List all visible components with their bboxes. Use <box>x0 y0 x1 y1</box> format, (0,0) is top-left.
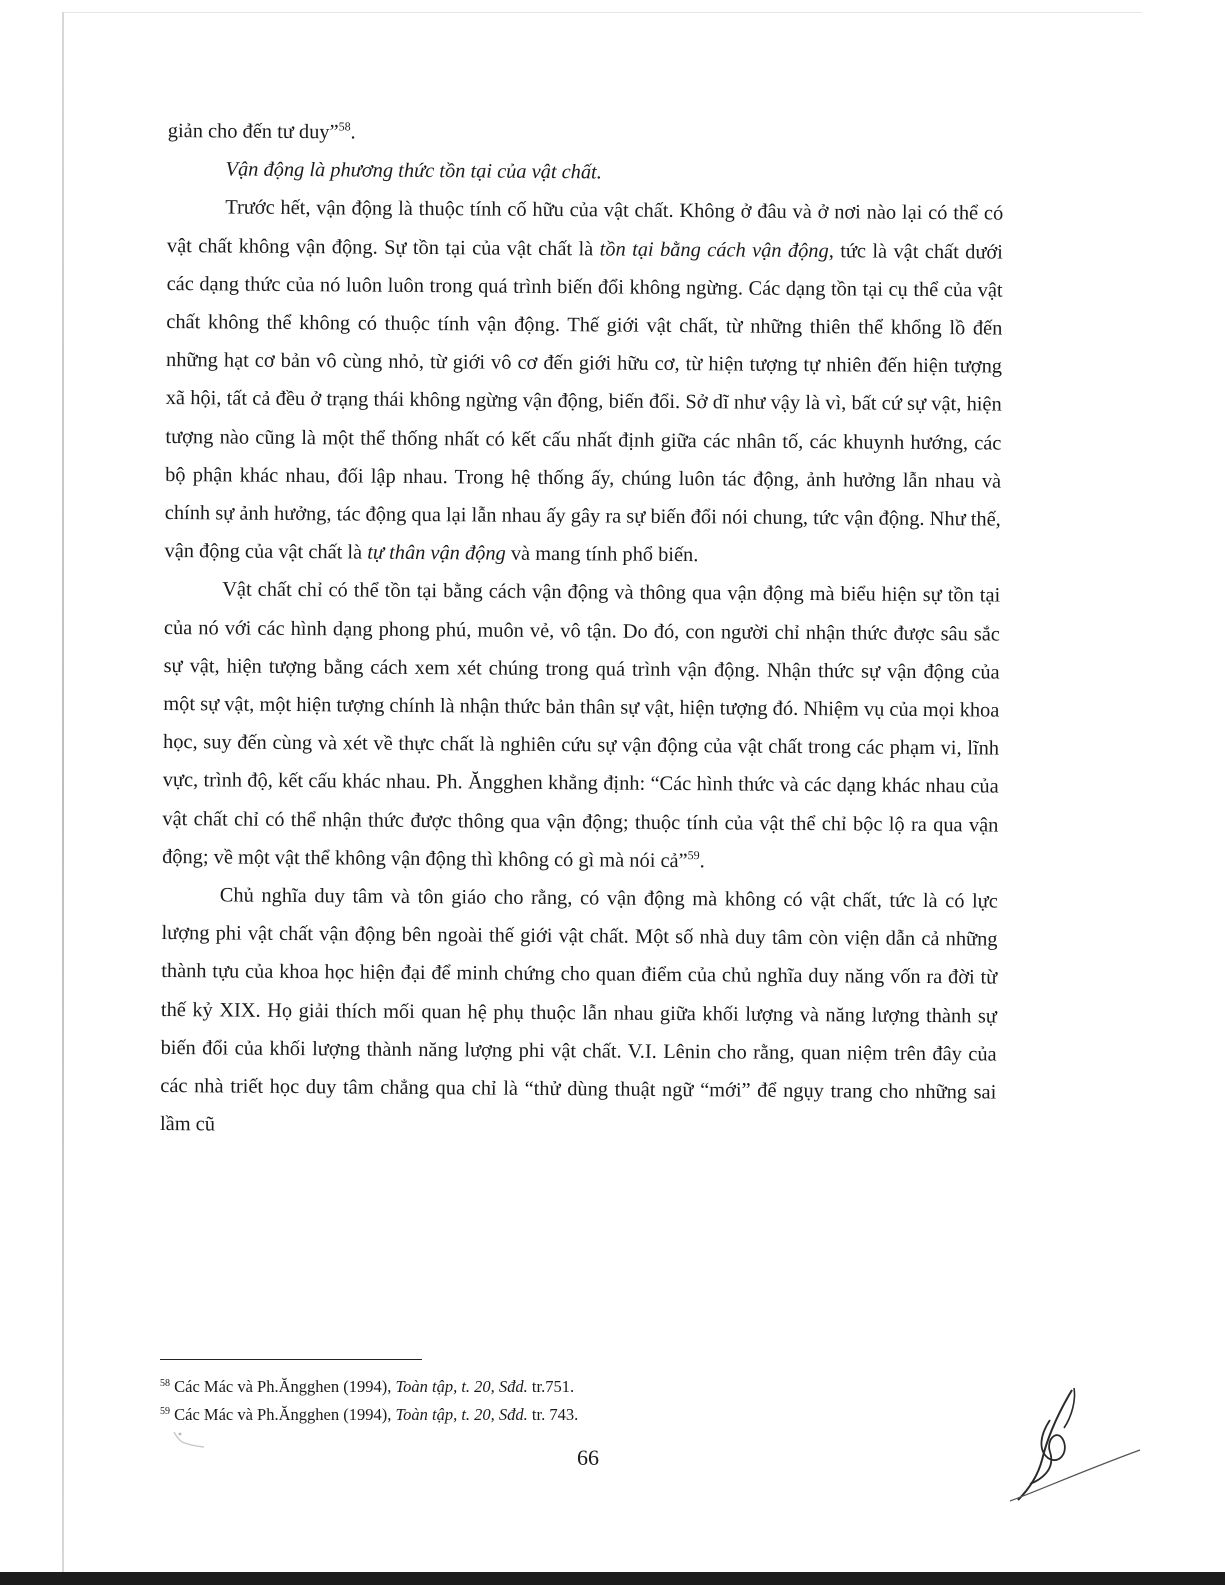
footnote-58 <box>160 1373 860 1401</box>
footnote-separator <box>160 1359 422 1360</box>
footnotes <box>160 1373 860 1429</box>
text-run: Các Mác và Ph.Ăngghen (1994), <box>170 1377 396 1396</box>
paragraph <box>162 570 1000 882</box>
italic-text: Toàn tập, t. 20, Sđd. <box>395 1405 528 1424</box>
page-left-edge <box>62 12 64 1572</box>
italic-text: Vận động là phương thức tồn tại của vật chất. <box>225 158 602 184</box>
scan-smudge <box>170 1428 230 1450</box>
paragraph <box>168 112 1004 157</box>
paragraph <box>164 188 1003 577</box>
footnote-59 <box>160 1401 860 1429</box>
text-run: , tức là vật chất dưới các dạng thức của nó luôn luôn trong quá trình biến đổi không ngừng. Các dạng tồn tại cụ thể của vật chất không thể không có thuộc tính vận động. Thế giới vật chất, từ những thiên thể khổng lồ đến những hạt cơ bản vô cùng nhỏ, từ giới vô cơ đến giới hữu cơ, từ hiện tượng tự nhiên đến hiện tượng xã hội, tất cả đều ở trạng thái không ngừng vận động, biến đổi. Sở dĩ như vậy là vì, bất cứ sự vật, hiện tượng nào cũng là một thể thống nhất có kết cấu nhất định giữa các nhân tố, các khuynh hướng, các bộ phận khác nhau, đối lập nhau. Trong hệ thống ấy, chúng luôn tác động, ảnh hưởng lẫn nhau và chính sự ảnh hưởng, tác động qua lại lẫn nhau ấy gây ra sự biến đổi nói chung, tức vận động. Như thế, vận động của vật chất là <box>164 239 1003 564</box>
italic-text: Toàn tập, t. 20, Sđd. <box>395 1377 528 1396</box>
body-text <box>160 112 1004 1150</box>
footnote-marker: 58 <box>338 119 351 134</box>
scan-bottom-border <box>0 1572 1225 1585</box>
text-run: và mang tính phổ biến. <box>505 542 699 567</box>
page-number: 66 <box>577 1445 599 1470</box>
page-top-edge <box>62 12 1142 13</box>
italic-text: tự thân vận động <box>367 541 506 565</box>
text-run: Trước hết, vận động là thuộc tính cố hữu của vật chất. Không ở đâu và ở nơi nào lại có thể có vật chất không vận động. Sự tồn tại của vật chất là <box>166 196 1004 261</box>
text-run: Vật chất chỉ có thể tồn tại bằng cách vận động và thông qua vận động mà biểu hiện sự tồn tại của nó với các hình dạng phong phú, muôn vẻ, vô tận. Do đó, con người chỉ nhận thức được sâu sắc sự vật, hiện tượng bằng cách xem xét chúng trong quá trình vận động. Nhận thức sự vận động của một sự vật, một hiện tượng chính là nhận thức bản thân sự vật, hiện tượng đó. Nhiệm vụ của mọi khoa học, suy đến cùng và xét về thực chất là nghiên cứu sự vận động của vật chất trong các phạm vi, lĩnh vực, trình độ, kết cấu khác nhau. Ph. Ăngghen khẳng định: “Các hình thức và các dạng khác nhau của vật chất chỉ có thể nhận thức được thông qua vận động; thuộc tính của vật thể chỉ bộc lộ ra qua vận động; về một vật thể không vận động thì không có gì mà nói cả” <box>162 578 1001 872</box>
text-run: tr. 743. <box>527 1405 579 1424</box>
footnote-marker: 59 <box>687 847 700 863</box>
footnote-marker: 58 <box>160 1378 170 1389</box>
text-run: . <box>350 121 356 144</box>
paragraph <box>160 876 998 1150</box>
text-run: Chủ nghĩa duy tâm và tôn giáo cho rằng, có vận động mà không có vật chất, tức là có lực lượng phi vật chất vận động bên ngoài thế giới vật chất. Một số nhà duy tâm còn viện dẫn cả những thành tựu của khoa học hiện đại để minh chứng cho quan điểm của chủ nghĩa duy năng vốn ra đời từ thế kỷ XIX. Họ giải thích mối quan hệ phụ thuộc lẫn nhau giữa khối lượng và năng lượng thành sự biến đổi của khối lượng thành năng lượng phi vật chất. V.I. Lênin cho rằng, quan niệm trên đây của các nhà triết học duy tâm chẳng qua chỉ là “thử dùng thuật ngữ “mới” để ngụy trang cho những sai lầm cũ <box>159 884 998 1136</box>
italic-text: tồn tại bằng cách vận động <box>599 238 829 262</box>
text-run: giản cho đến tư duy” <box>167 119 339 144</box>
text-run: tr.751. <box>527 1377 575 1396</box>
handwritten-signature <box>990 1380 1150 1510</box>
section-heading <box>167 150 1003 195</box>
text-run: Các Mác và Ph.Ăngghen (1994), <box>170 1405 396 1424</box>
text-run: . <box>699 850 705 873</box>
footnote-marker: 59 <box>160 1406 170 1417</box>
